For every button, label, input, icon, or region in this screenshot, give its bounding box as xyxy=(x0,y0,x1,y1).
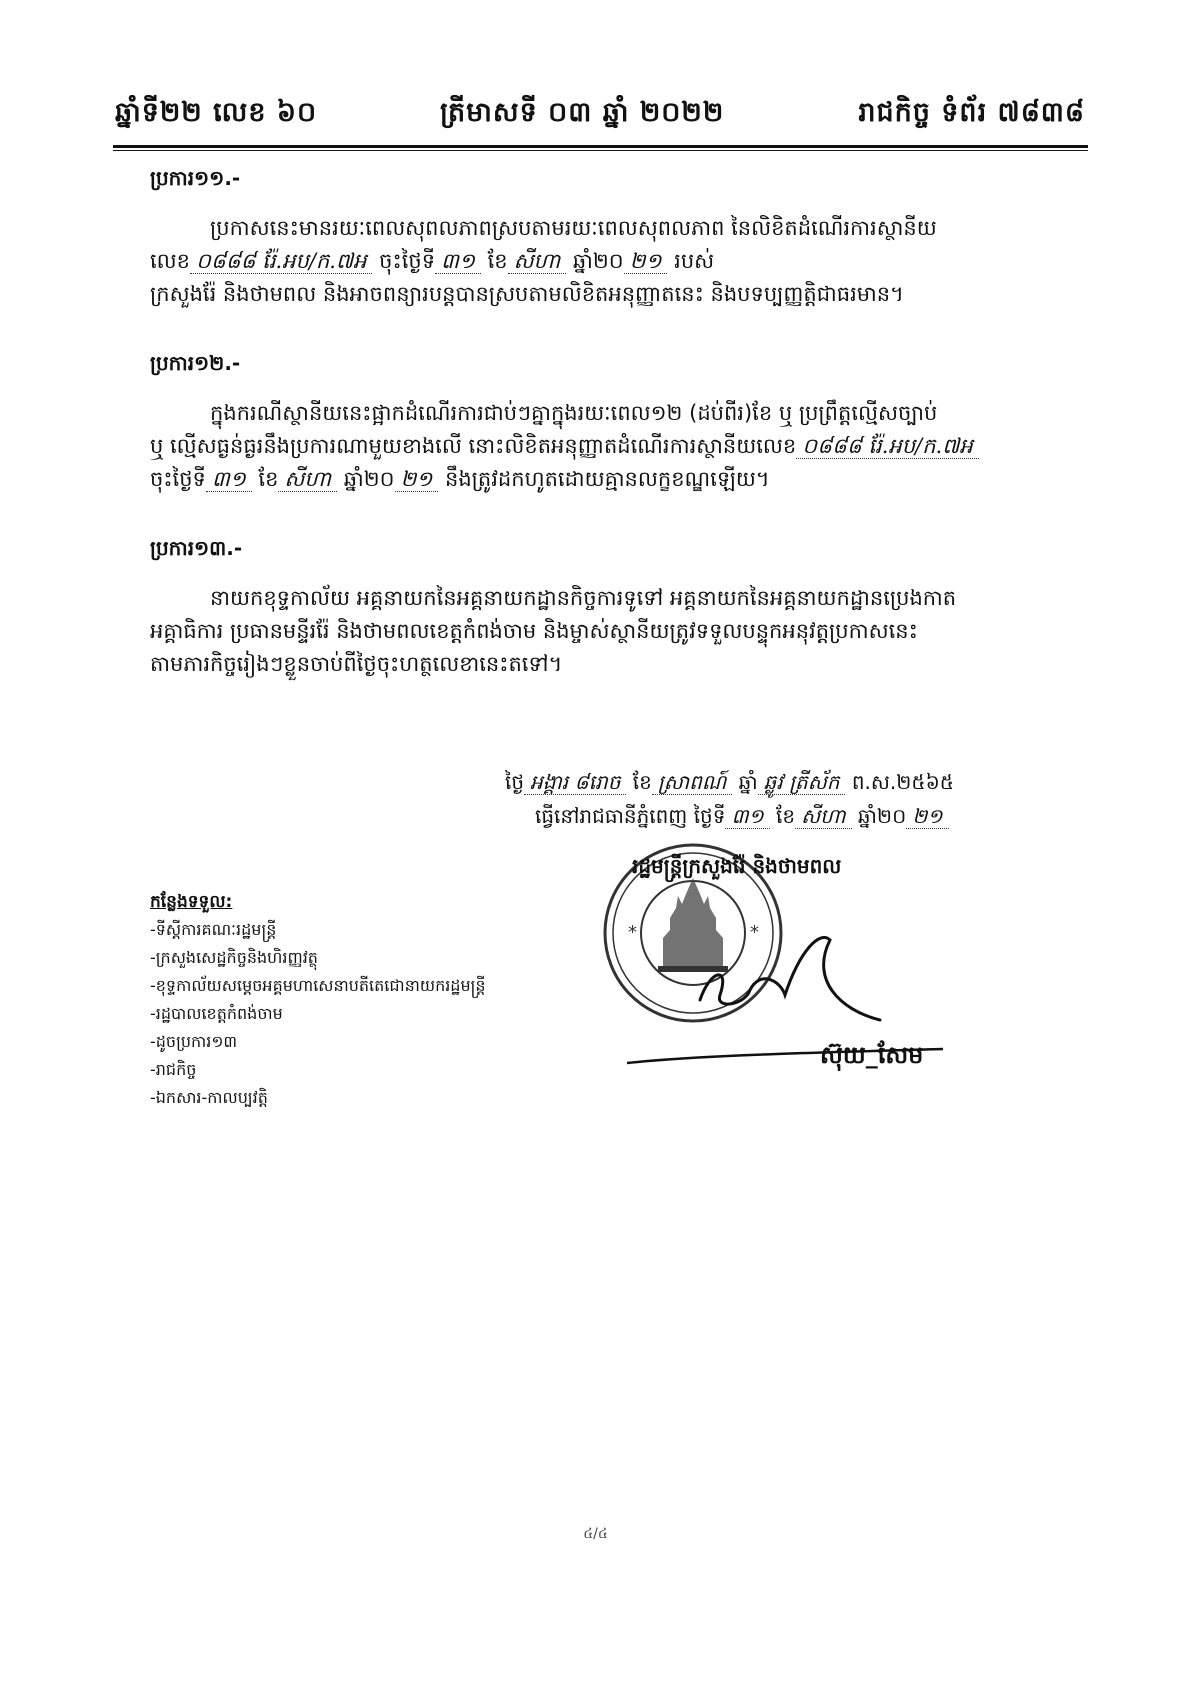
license-number: ០៨៨៨ រ៉ែ.អប/ក.៧អ xyxy=(190,249,372,274)
signer-name: ស៊ុយ_សែម xyxy=(820,1041,924,1069)
license-year-2: ២១ xyxy=(395,467,439,492)
gazette-header xyxy=(115,96,1085,140)
lunar-year-label: ឆ្នាំ xyxy=(738,770,758,794)
sign-day: ៣១ xyxy=(725,804,769,829)
article-13-title: ប្រការ១៣.- xyxy=(150,536,243,560)
article-12-line1: ក្នុងករណីស្ថានីយនេះផ្អាកដំណើរការជាប់ៗគ្នាក្នុងរយៈពេល១២ (ដប់ពីរ)ខែ ឬ ប្រព្រឹត្តល្មើសច្បាប់ xyxy=(210,401,938,425)
gazette-year-issue: ឆ្នាំទី២២ លេខ ៦០ xyxy=(115,97,318,128)
recipients-list xyxy=(150,888,486,1112)
article-12-line3-suffix: នឹងត្រូវដកហូតដោយគ្មានលក្ខខណ្ឌឡើយ។ xyxy=(445,467,770,491)
lunar-month-label: ខែ xyxy=(632,770,652,794)
gazette-quarter: ត្រីមាសទី ០៣ ឆ្នាំ ២០២២ xyxy=(440,97,725,128)
recipient-item: -ខុទ្ទកាល័យសម្តេចអគ្គមហាសេនាបតីតេជោនាយករដ្ឋមន្ត្រី xyxy=(150,976,486,995)
day-label-2: ចុះថ្ងៃទី xyxy=(150,467,206,491)
article-11-body xyxy=(150,212,1055,311)
lunar-year: ឆ្លូវ ត្រីស័ក xyxy=(758,770,846,795)
recipients-title: កន្លែងទទួល: xyxy=(150,892,233,912)
license-year: ២១ xyxy=(624,249,668,274)
license-month-2: សីហា xyxy=(278,467,337,492)
article-12-line2: ឬ ល្មើសធ្ងន់ធ្ងរនឹងប្រការណាមួយខាងលើ នោះលិខិតអនុញ្ញាតដំណើរការស្ថានីយលេខ xyxy=(150,434,797,458)
article-12-title: ប្រការ១២.- xyxy=(150,351,241,375)
license-label: លេខ xyxy=(150,249,190,273)
year-label: ឆ្នាំ២០ xyxy=(572,249,624,273)
signer-title: រដ្ឋមន្ត្រីក្រសួងរ៉ែ និងថាមពល xyxy=(632,854,842,878)
svg-text:*: * xyxy=(750,922,759,943)
month-label: ខែ xyxy=(487,249,508,273)
buddhist-era: ព.ស.២៥៦៥ xyxy=(851,770,954,794)
sign-month-label: ខែ xyxy=(776,804,796,828)
article-11-title: ប្រការ១១.- xyxy=(150,166,241,190)
day-label: ចុះថ្ងៃទី xyxy=(379,249,436,273)
recipient-item: -ទីស្តីការគណៈរដ្ឋមន្ត្រី xyxy=(150,920,277,939)
month-label-2: ខែ xyxy=(258,467,279,491)
recipient-item: -ឯកសារ-កាលប្បវត្តិ xyxy=(150,1088,268,1107)
article-13-line3: តាមភារកិច្ចរៀងៗខ្លួនចាប់ពីថ្ងៃចុះហត្ថលេខានេះតទៅ។ xyxy=(150,652,563,676)
article-12-body xyxy=(150,397,1055,496)
header-rule xyxy=(113,145,1088,148)
license-number-2: ០៨៨៨ រ៉ែ.អប/ក.៧អ xyxy=(796,434,978,459)
recipient-item: -ដូចប្រការ១៣ xyxy=(150,1032,238,1051)
sign-year-label: ឆ្នាំ២០ xyxy=(857,804,907,828)
license-day: ៣១ xyxy=(435,249,481,274)
date-block xyxy=(505,765,954,833)
license-month: សីហា xyxy=(508,249,567,274)
header-rule-thin xyxy=(113,150,1088,151)
gazette-page: រាជកិច្ច ទំព័រ ៧៨៣៨ xyxy=(858,97,1085,128)
sign-year: ២១ xyxy=(906,804,948,829)
recipient-item: -ក្រសួងសេដ្ឋកិច្ចនិងហិរញ្ញវត្ថុ xyxy=(150,948,318,967)
of-word: របស់ xyxy=(674,249,715,273)
sign-month: សីហា xyxy=(795,804,851,829)
lunar-month: ស្រាពណ៍ xyxy=(652,770,732,795)
lunar-prefix: ថ្ងៃ xyxy=(505,770,525,794)
recipient-item: -រាជកិច្ច xyxy=(150,1060,197,1079)
recipient-item: -រដ្ឋបាលខេត្តកំពង់ចាម xyxy=(150,1004,283,1023)
lunar-day: អង្គារ ៨រោច xyxy=(524,770,626,795)
year-label-2: ឆ្នាំ២០ xyxy=(343,467,395,491)
article-11-line3: ក្រសួងរ៉ែ និងថាមពល និងអាចពន្យារបន្តបានស្របតាមលិខិតអនុញ្ញាតនេះ និងបទប្បញ្ញត្តិជាធរមាន។ xyxy=(150,282,904,306)
page-number: ៤/៤ xyxy=(583,1526,608,1542)
article-13-line1: នាយកខុទ្ទកាល័យ អគ្គនាយកនៃអគ្គនាយកដ្ឋានកិច្ចការទូទៅ អគ្គនាយកនៃអគ្គនាយកដ្ឋានប្រេងកាត xyxy=(210,586,957,610)
svg-text:*: * xyxy=(628,922,637,943)
place-prefix: ធ្វើនៅរាជធានីភ្នំពេញ ថ្ងៃទី xyxy=(535,804,726,828)
article-11-line1: ប្រកាសនេះមានរយៈពេលសុពលភាពស្របតាមរយៈពេលសុពលភាព នៃលិខិតដំណើរការស្ថានីយ xyxy=(210,216,937,240)
article-13-body xyxy=(150,582,1055,681)
license-day-2: ៣១ xyxy=(206,467,252,492)
article-13-line2: អគ្គាធិការ ប្រធានមន្ទីររ៉ែ និងថាមពលខេត្តកំពង់ចាម និងម្ចាស់ស្ថានីយត្រូវទទួលបន្ទុកអនុវត្តប្រកាសនេះ xyxy=(150,619,918,643)
signature-icon xyxy=(690,910,890,1030)
